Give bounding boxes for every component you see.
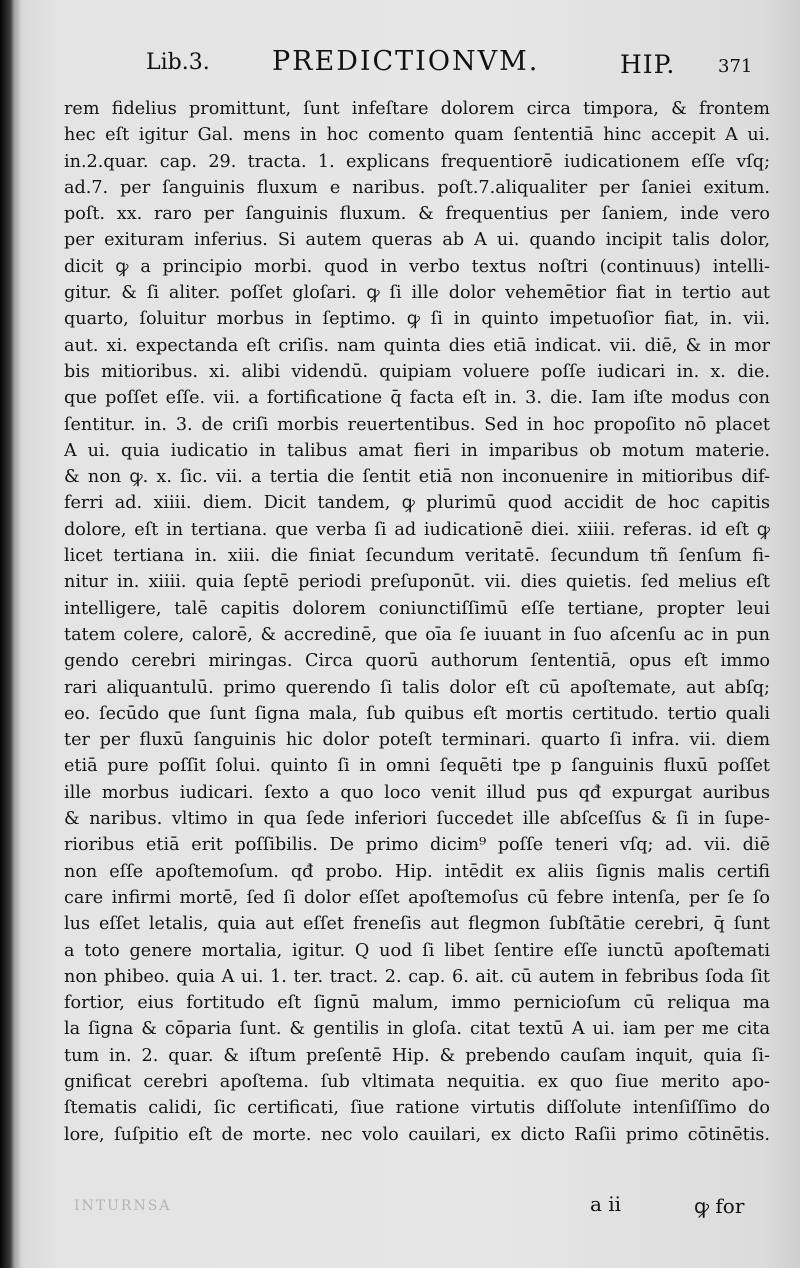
text-line: bis mitioribus. xi. alibi videndū. quipiam voluere poſſe iudicari in. x. die. (64, 361, 770, 382)
text-line: ſentitur. in. 3. de criſi morbis reuertentibus. Sed in hoc propoſito nō placet (64, 414, 770, 435)
text-line: ferri ad. xiiii. diem. Dicit tandem, ꝙ plurimū quod accidit de hoc capitis (64, 493, 770, 514)
text-line: dolore, eſt in tertiana. que verba ſi ad iudicationē diei. xiiii. referas. id eſt ꝙ (64, 519, 770, 540)
text-line: ille morbus iudicari. ſexto a quo loco venit illud pus qđ expurgat auribus (64, 782, 770, 803)
text-line: lus eſſet letalis, quia aut eſſet freneſis aut flegmon ſubſtātie cerebri, q̄ ſunt (64, 914, 770, 935)
text-line: nitur in. xiiii. quia ſeptē periodi preſuponūt. vii. dies quietis. ſed melius eſt (64, 572, 770, 593)
section-label: HIP. (620, 50, 676, 79)
text-line: licet tertiana in. xiii. die finiat ſecundum veritatē. ſecundum tñ ſenſum fi- (64, 546, 770, 567)
text-line: ter per fluxū ſanguinis hic dolor poteſt terminari. quarto ſi infra. vii. diem (64, 730, 770, 751)
text-line: que poſſet eſſe. vii. a fortificatione q̄ facta eſt in. 3. die. Iam iſte modus con (64, 388, 770, 409)
text-line: gnificat cerebri apoſtema. ſub vltimata nequitia. ex quo ſiue merito apo- (64, 1071, 770, 1092)
binding-shadow (0, 0, 14, 1268)
text-line: gitur. & ſi aliter. poſſet gloſari. ꝙ ſi ille dolor vehemētior fiat in tertio aut (64, 283, 770, 304)
text-line: non eſſe apoſtemoſum. qđ probo. Hip. intēdit ex aliis ſignis malis certifi (64, 861, 770, 882)
text-line: fortior, eius fortitudo eſt ſignū malum, immo pernicioſum cū reliqua ma (64, 993, 770, 1014)
running-head (0, 44, 800, 84)
text-line: tum in. 2. quar. & iſtum preſentē Hip. & prebendo cauſam inquit, quia ſi- (64, 1045, 770, 1066)
running-title: PREDICTIONVM. (272, 46, 540, 77)
text-line: gendo cerebri miringas. Circa quorū authorum ſententiā, opus eſt immo (64, 651, 770, 672)
text-line: etiā pure poſſit ſolui. quinto ſi in omni ſequēti tpe p ſanguinis fluxū poſſet (64, 756, 770, 777)
text-line: ſtematis calidi, ſic certificati, ſiue ratione virtutis diſſolute intenſiſſimo do (64, 1098, 770, 1119)
text-line: dicit ꝙ a principio morbi. quod in verbo textus noſtri (continuus) intelli- (64, 256, 770, 277)
text-line: in.2.quar. cap. 29. tracta. 1. explicans frequentiorē iudicationem eſſe vſq; (64, 151, 770, 172)
text-line: lore, ſuſpitio eſt de morte. nec volo cauilari, ex dicto Raſii primo cōtinētis. (64, 1124, 770, 1145)
text-line: ad.7. per ſanguinis fluxum e naribus. poſt.7.aliqualiter per ſaniei exitum. (64, 177, 770, 198)
text-line: la ſigna & cōparia ſunt. & gentilis in gloſa. citat textū A ui. iam per me cita (64, 1019, 770, 1040)
text-line: per exituram inferius. Si autem queras ab A ui. quando incipit talis dolor, (64, 230, 770, 251)
text-line: rari aliquantulū. primo querendo ſi talis dolor eſt cū apoſtemate, aut abſq; (64, 677, 770, 698)
page-footer (0, 1190, 800, 1220)
catchword: ꝙ for (694, 1194, 745, 1218)
book-number: Lib.3. (146, 50, 210, 75)
text-line: non phibeo. quia A ui. 1. ter. tract. 2. cap. 6. ait. cū autem in febribus ſoda ſit (64, 966, 770, 987)
text-line: & non ꝙ. x. ſic. vii. a tertia die ſentit etiā non inconuenire in mitioribus dif- (64, 467, 770, 488)
text-line: care infirmi mortē, ſed ſi dolor eſſet apoſtemoſus cū febre intenſa, per ſe ſo (64, 887, 770, 908)
text-line: a toto genere mortalia, igitur. Q uod ſi libet ſentire eſſe iunctū apoſtemati (64, 940, 770, 961)
text-line: tatem colere, calorē, & accredinē, que oīa ſe iuuant in ſuo aſcenſu ac in pun (64, 624, 770, 645)
text-block (64, 96, 770, 1148)
text-line: poſt. xx. raro per ſanguinis fluxum. & frequentius per ſaniem, inde vero (64, 204, 770, 225)
text-line: intelligere, talē capitis dolorem coniunctiſſimū eſſe tertiane, propter leui (64, 598, 770, 619)
bleed-through-text: INTURNSA (74, 1198, 172, 1214)
text-line: eo. ſecūdo que ſunt ſigna mala, ſub quibus eſt mortis certitudo. tertio quali (64, 703, 770, 724)
text-line: quarto, ſoluitur morbus in ſeptimo. ꝙ ſi in quinto impetuoſior fiat, in. vii. (64, 309, 770, 330)
text-line: aut. xi. expectanda eſt criſis. nam quinta dies etiā indicat. vii. diē, & in mor (64, 335, 770, 356)
text-line: & naribus. vltimo in qua ſede inferiori ſuccedet ille abſceſſus & ſi in ſupe- (64, 809, 770, 830)
text-line: A ui. quia iudicatio in talibus amat fieri in imparibus ob motum materie. (64, 440, 770, 461)
signature-mark: a ii (590, 1192, 622, 1216)
text-line: hec eſt igitur Gal. mens in hoc comento quam ſententiā hinc accepit A ui. (64, 125, 770, 146)
folio-number: 371 (718, 56, 753, 77)
text-line: rem fidelius promittunt, ſunt infeſtare dolorem circa timpora, & frontem (64, 99, 770, 119)
text-line: rioribus etiā erit poſſibilis. De primo dicim⁹ poſſe teneri vſq; ad. vii. diē (64, 835, 770, 856)
